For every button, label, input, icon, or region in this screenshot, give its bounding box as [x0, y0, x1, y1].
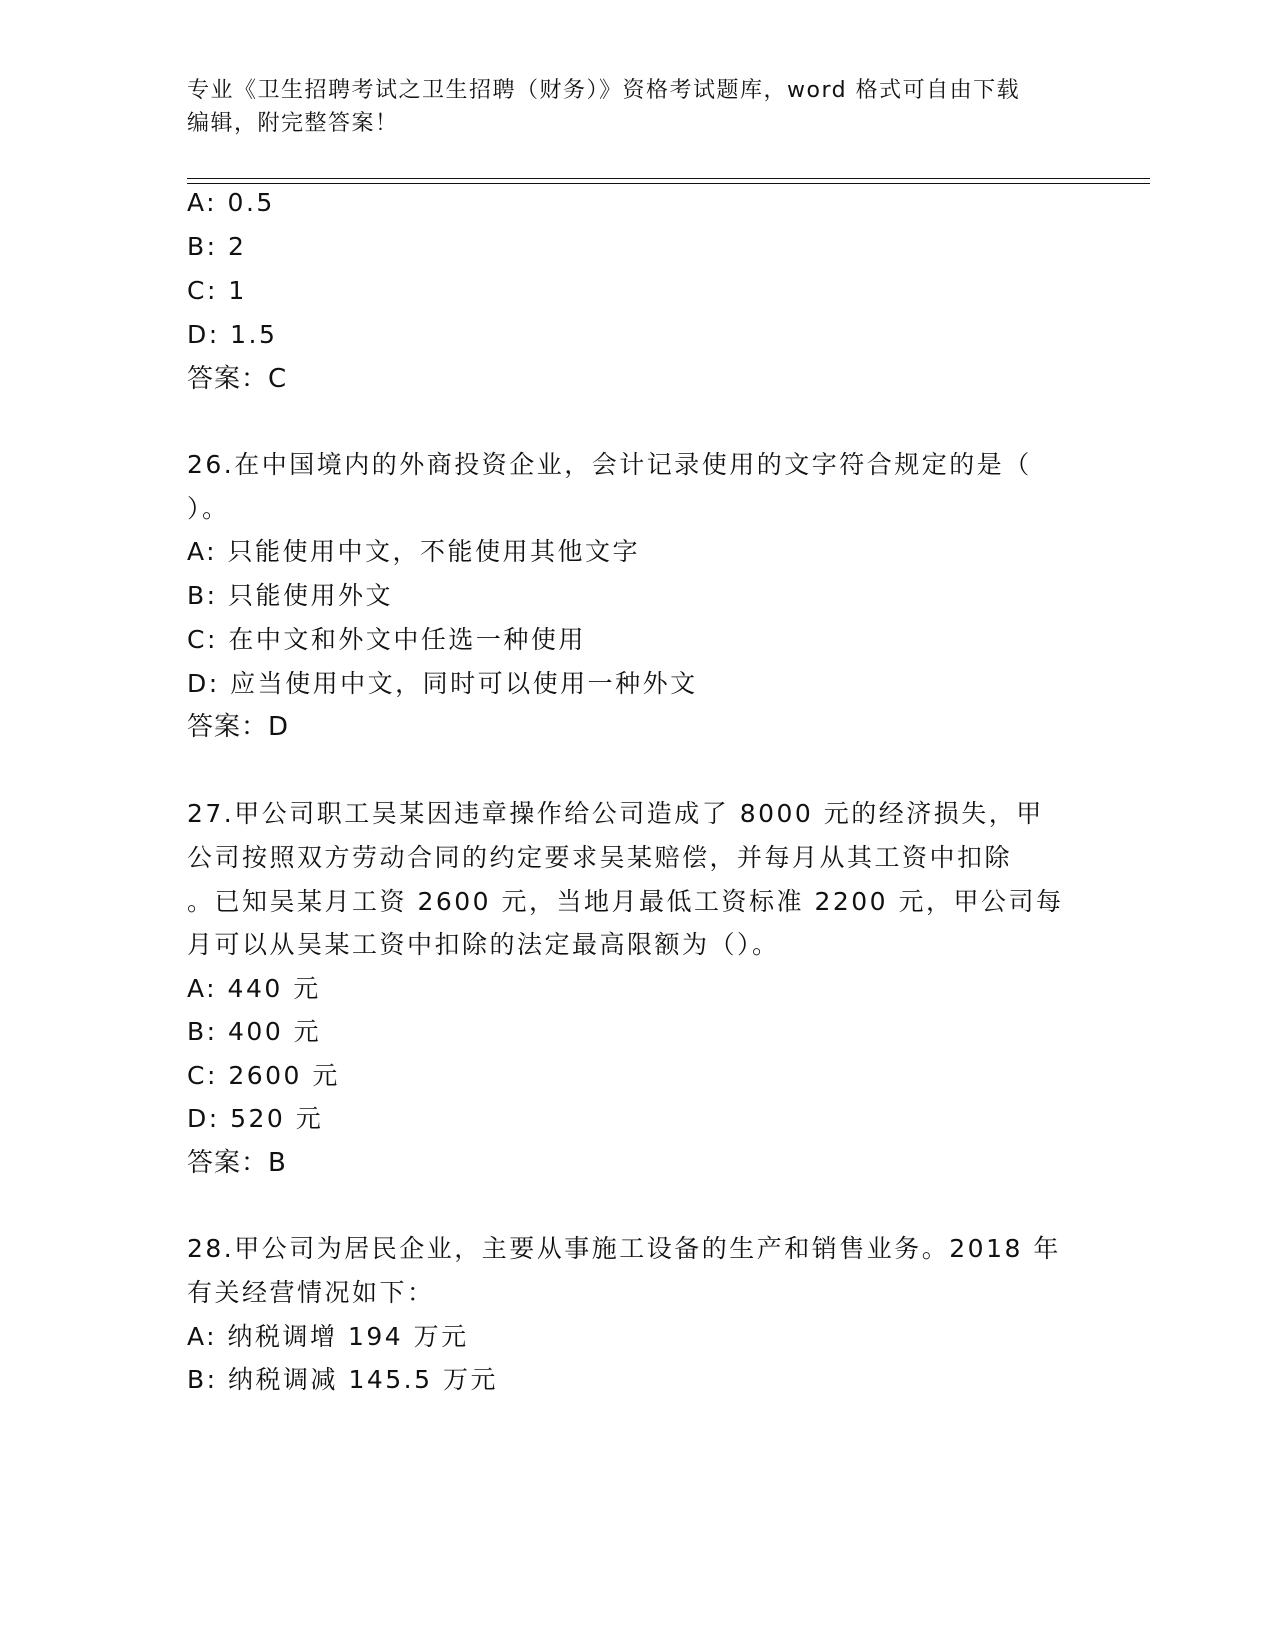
header-line-2: 编辑，附完整答案！	[187, 111, 399, 136]
q25-option-a: A: 0.5	[187, 188, 275, 217]
q27-option-d: D: 520 元	[187, 1104, 324, 1133]
document-header	[187, 74, 1067, 140]
q26-option-c: C: 在中文和外文中任选一种使用	[187, 625, 586, 654]
header-line-1: 专业《卫生招聘考试之卫生招聘（财务）》资格考试题库，word 格式可自由下载	[187, 78, 1021, 103]
q26-option-b: B: 只能使用外文	[187, 581, 394, 610]
q25-option-c: C: 1	[187, 276, 247, 305]
q26-stem-line-1: 26.在中国境内的外商投资企业，会计记录使用的文字符合规定的是（	[187, 450, 1032, 479]
q28-option-a: A: 纳税调增 194 万元	[187, 1322, 469, 1351]
q27-answer: 答案：B	[187, 1148, 287, 1178]
q27-stem-line-2: 公司按照双方劳动合同的约定要求吴某赔偿，并每月从其工资中扣除	[187, 843, 1013, 872]
q27-stem-line-4: 月可以从吴某工资中扣除的法定最高限额为（）。	[187, 930, 780, 959]
q26-answer: 答案：D	[187, 712, 290, 742]
q27-stem-line-1: 27.甲公司职工吴某因违章操作给公司造成了 8000 元的经济损失，甲	[187, 799, 1044, 828]
q27-stem-line-3: 。已知吴某月工资 2600 元，当地月最低工资标准 2200 元，甲公司每	[187, 887, 1064, 916]
q25-answer: 答案：C	[187, 364, 288, 394]
q27-option-b: B: 400 元	[187, 1017, 322, 1046]
q26-stem-line-2: ）。	[187, 494, 230, 523]
q25-option-b: B: 2	[187, 232, 247, 261]
q27-option-a: A: 440 元	[187, 974, 321, 1003]
q25-option-d: D: 1.5	[187, 320, 278, 349]
q28-stem-line-2: 有关经营情况如下：	[187, 1278, 435, 1307]
header-rule-top	[187, 178, 1150, 179]
q27-option-c: C: 2600 元	[187, 1061, 340, 1090]
header-rule-bottom	[187, 183, 1150, 184]
q26-option-a: A: 只能使用中文，不能使用其他文字	[187, 537, 641, 566]
q28-option-b: B: 纳税调减 145.5 万元	[187, 1365, 498, 1394]
q28-stem-line-1: 28.甲公司为居民企业，主要从事施工设备的生产和销售业务。2018 年	[187, 1234, 1061, 1263]
q26-option-d: D: 应当使用中文，同时可以使用一种外文	[187, 669, 698, 698]
